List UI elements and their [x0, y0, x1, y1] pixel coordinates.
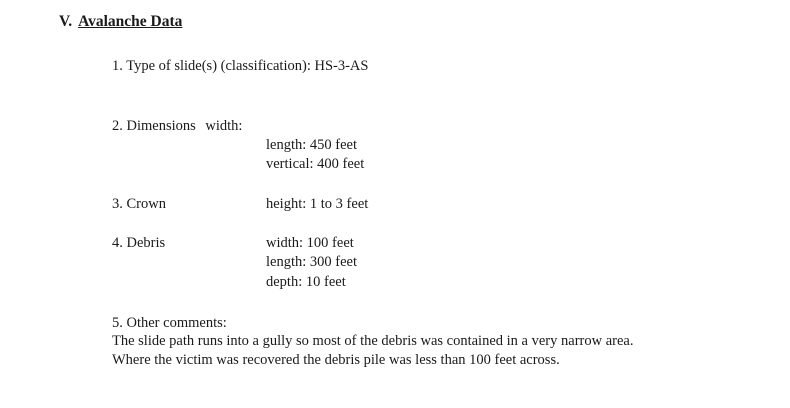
debris-length: length: 300 feet	[266, 254, 358, 270]
dimensions-length: length: 450 feet	[266, 137, 358, 153]
debris-depth: depth: 10 feet	[266, 274, 346, 290]
comments-line-2: Where the victim was recovered the debris pile was less than 100 feet across.	[112, 352, 560, 368]
comments-line-1: The slide path runs into a gully so most of the debris was contained in a very narrow area.	[112, 333, 634, 349]
dimensions-label: 2. Dimensions	[112, 118, 196, 134]
dimensions-width-label: width:	[205, 118, 243, 134]
comments-label: 5. Other comments:	[112, 315, 227, 331]
section-title: Avalanche Data	[78, 13, 183, 30]
section-heading	[59, 13, 182, 31]
item-dimensions-label	[112, 117, 242, 136]
debris-label: 4. Debris	[112, 235, 166, 251]
crown-label: 3. Crown	[112, 196, 166, 212]
debris-width: width: 100 feet	[266, 235, 354, 251]
section-number: V.	[59, 13, 73, 30]
comments-text	[112, 332, 752, 370]
item-type-of-slide: 1. Type of slide(s) (classification): HS-3-AS	[112, 58, 369, 74]
dimensions-vertical: vertical: 400 feet	[266, 156, 365, 172]
crown-height: height: 1 to 3 feet	[266, 196, 369, 212]
